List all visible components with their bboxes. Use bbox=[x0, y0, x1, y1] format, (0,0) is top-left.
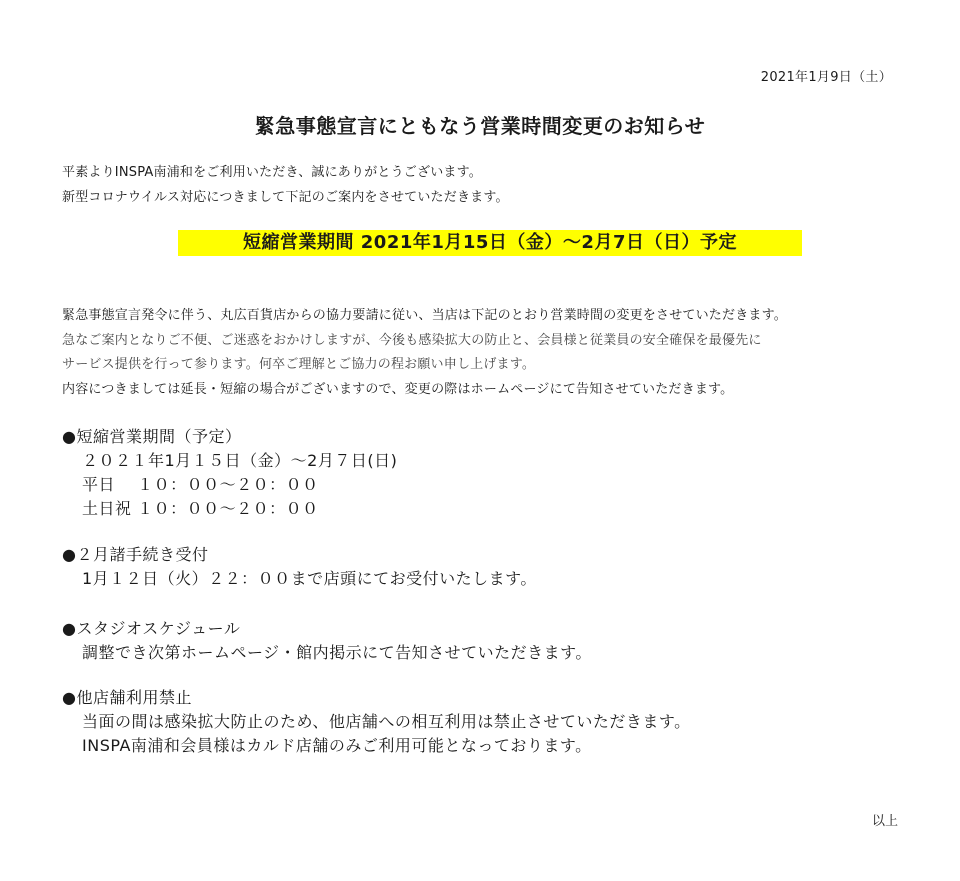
intro-paragraph bbox=[62, 160, 509, 210]
section-other-stores bbox=[62, 686, 691, 758]
section-heading: ●スタジオスケジュール bbox=[62, 619, 241, 638]
section-line: 土日祝 １０：００〜２０：００ bbox=[82, 499, 319, 518]
section-heading: ●他店舗利用禁止 bbox=[62, 688, 192, 707]
highlight-banner bbox=[178, 230, 802, 256]
section-line: 調整でき次第ホームページ・館内掲示にて告知させていただきます。 bbox=[82, 643, 592, 662]
section-procedures bbox=[62, 543, 537, 591]
notice-line: 緊急事態宣言発令に伴う、丸広百貨店からの協力要請に従い、当店は下記のとおり営業時間の変更をさせていただきます。 bbox=[62, 308, 787, 323]
highlight-text: 短縮営業期間 2021年1月15日（金）〜2月7日（日）予定 bbox=[243, 232, 737, 253]
intro-line: 新型コロナウイルス対応につきまして下記のご案内をさせていただきます。 bbox=[62, 190, 509, 205]
section-short-hours bbox=[62, 425, 397, 521]
section-line: 平日 １０：００〜２０：００ bbox=[82, 475, 319, 494]
page-title: 緊急事態宣言にともなう営業時間変更のお知らせ bbox=[254, 114, 706, 138]
section-studio-schedule bbox=[62, 617, 592, 665]
section-line: INSPA南浦和会員様はカルド店舗のみご利用可能となっております。 bbox=[82, 736, 592, 755]
notice-line: サービス提供を行って参ります。何卒ご理解とご協力の程お願い申し上げます。 bbox=[62, 357, 536, 372]
closing-mark: 以上 bbox=[871, 814, 898, 829]
notice-line: 急なご案内となりご不便、ご迷惑をおかけしますが、今後も感染拡大の防止と、会員様と従業員の安全確保を最優先に bbox=[62, 332, 762, 348]
intro-line: 平素よりINSPA南浦和をご利用いただき、誠にありがとうございます。 bbox=[62, 165, 482, 180]
notice-paragraph bbox=[62, 304, 787, 402]
section-line: 当面の間は感染拡大防止のため、他店舗への相互利用は禁止させていただきます。 bbox=[82, 712, 691, 731]
section-heading: ●短縮営業期間（予定） bbox=[62, 427, 242, 446]
notice-line: 内容につきましては延長・短縮の場合がございますので、変更の際はホームページにて告知させていただきます。 bbox=[62, 381, 734, 397]
section-line: 1月１２日（火）２２：００まで店頭にてお受付いたします。 bbox=[82, 569, 537, 588]
section-heading: ●２月諸手続き受付 bbox=[62, 545, 209, 564]
notice-date: 2021年1月9日（土） bbox=[760, 70, 892, 85]
section-line: ２０２１年1月１５日（金）〜2月７日(日) bbox=[82, 451, 398, 470]
